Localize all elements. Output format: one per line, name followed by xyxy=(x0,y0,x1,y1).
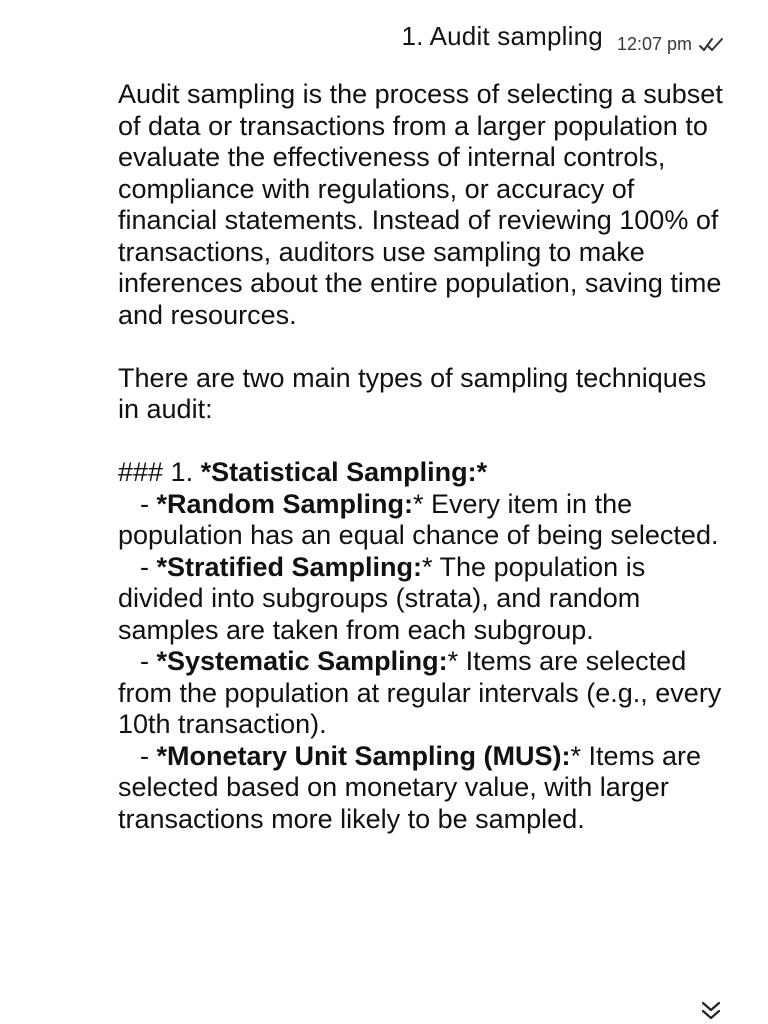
list-item-text: * The population is divided into subgroups (strata), and random samples are taken from each subgroup. xyxy=(118,551,646,645)
section-heading-prefix: ### 1. xyxy=(118,457,201,487)
list-item-text: * Items are selected based on monetary value, with larger transactions more likely to be sampled. xyxy=(118,740,702,834)
paragraph-gap xyxy=(118,331,728,363)
section-heading-suffix: * xyxy=(476,457,488,487)
message-time: 12:07 pm xyxy=(616,33,692,54)
section-heading xyxy=(118,457,728,489)
list-item-dash: - xyxy=(140,740,157,771)
double-chevron-down-icon xyxy=(699,1000,723,1022)
list-item-term: *Stratified Sampling: xyxy=(156,551,423,582)
double-check-icon xyxy=(698,35,728,53)
message-title-bubble[interactable] xyxy=(402,14,734,62)
list-item-text: * Every item in the population has an equal chance of being selected. xyxy=(118,488,719,550)
list-item xyxy=(118,646,728,741)
list-item-term: *Monetary Unit Sampling (MUS): xyxy=(156,740,571,771)
list-item xyxy=(118,489,728,552)
message-title: 1. Audit sampling xyxy=(401,20,603,51)
list-item-dash: - xyxy=(140,551,157,582)
paragraph-gap xyxy=(118,426,728,458)
list-item-term: *Random Sampling: xyxy=(156,488,414,519)
message-paragraph-types: There are two main types of sampling techniques in audit: xyxy=(118,362,707,424)
list-item-dash: - xyxy=(140,646,157,676)
section-heading-bold: *Statistical Sampling: xyxy=(200,457,477,487)
message-paragraph-intro: Audit sampling is the process of selecting a subset of data or transactions from a larger population to evaluate the effectiveness of internal controls, compliance with regulations, or accuracy of financial statements. Instead of reviewing 100% of transactions, auditors use sampling to make inferences about the entire population, saving time and resources. xyxy=(118,79,723,330)
message-body xyxy=(118,79,728,835)
message-meta xyxy=(617,34,728,55)
list-item xyxy=(118,741,728,836)
scroll-down-button[interactable] xyxy=(698,1000,724,1022)
list-item-text: * Items are selected from the population at regular intervals (e.g., every 10th transaction). xyxy=(118,646,722,739)
list-item-term: *Systematic Sampling: xyxy=(156,646,448,676)
list-item xyxy=(118,552,728,647)
list-item-dash: - xyxy=(140,488,157,519)
